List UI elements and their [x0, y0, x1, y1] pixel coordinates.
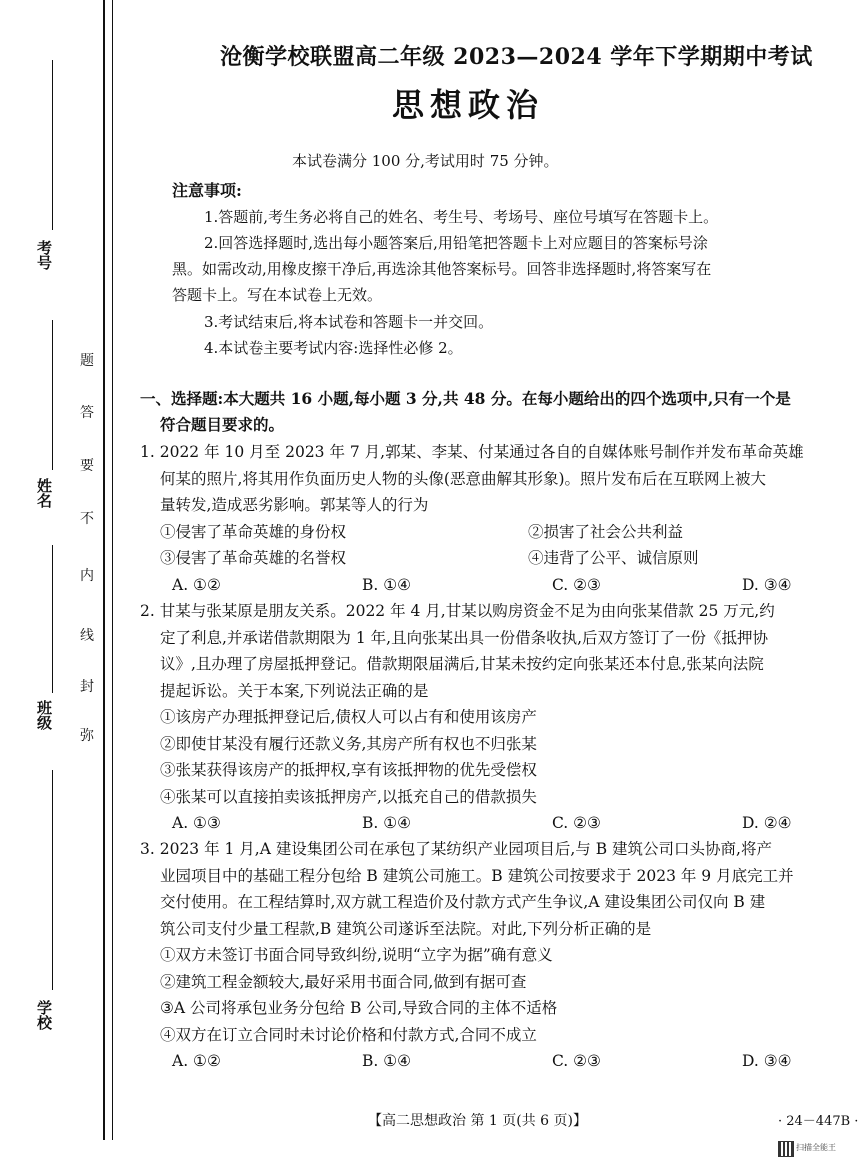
binding-margin — [0, 0, 120, 1161]
section-heading-line: 一、选择题:本大题共 16 小题,每小题 3 分,共 48 分。在每小题给出的四个选项中,只有一个是 — [140, 389, 791, 408]
options-row — [140, 572, 852, 599]
statement: ④违背了公平、诚信原则 — [528, 549, 699, 567]
question-stem-line: 定了利息,并承诺借款期限为 1 年,且向张某出具一份借条收执,后双方签订了一份《抵押协 — [160, 628, 768, 647]
statement-row — [140, 545, 852, 572]
paper-code: · 24－447B · — [778, 1114, 859, 1129]
statement: ②即使甘某没有履行还款义务,其房产所有权也不归张某 — [160, 734, 537, 753]
exam-no-label: 考号 — [35, 240, 53, 270]
option-d[interactable]: D. ②④ — [742, 814, 792, 832]
question-stem-line: 量转发,造成恶劣影响。郭某等人的行为 — [160, 496, 429, 514]
question-stem-line: 1. 2022 年 10 月至 2023 年 7 月,郭某、李某、付某通过各自的自媒体账号制作并发布革命英雄 — [140, 443, 804, 461]
note-line: 3.考试结束后,将本试卷和答题卡一并交回。 — [204, 313, 494, 331]
options-row — [140, 810, 852, 837]
scanner-qr-icon — [778, 1141, 794, 1157]
seal-char: 答 — [80, 405, 94, 421]
statement-row — [140, 519, 852, 546]
note-line: 4.本试卷主要考试内容:选择性必修 2。 — [204, 339, 463, 357]
seal-char: 要 — [80, 458, 94, 474]
seal-char: 线 — [80, 628, 94, 644]
question-1 — [140, 439, 852, 598]
statement: ④张某可以直接拍卖该抵押房产,以抵充自己的借款损失 — [160, 787, 537, 806]
question-stem-line: 3. 2023 年 1 月,A 建设集团公司在承包了某纺织产业园项目后,与 B 建筑公司口头协商,将产 — [140, 840, 772, 858]
option-c[interactable]: C. ②③ — [552, 1052, 601, 1070]
options-row — [140, 1048, 852, 1075]
notes-title: 注意事项: — [172, 181, 242, 200]
binding-line-outer — [103, 0, 105, 1140]
statement: ④双方在订立合同时未讨论价格和付款方式,合同不成立 — [160, 1025, 537, 1044]
section-heading — [140, 386, 850, 438]
question-stem-line: 交付使用。在工程结算时,双方就工程造价及付款方式产生争议,A 建设集团公司仅向 B 建 — [160, 893, 766, 911]
seal-char: 弥 — [80, 728, 94, 744]
question-3 — [140, 836, 852, 1075]
name-line — [52, 320, 53, 470]
statement: ①该房产办理抵押登记后,债权人可以占有和使用该房产 — [160, 708, 537, 726]
seal-char: 内 — [80, 568, 94, 584]
statement: ③张某获得该房产的抵押权,享有该抵押物的优先受偿权 — [160, 761, 537, 779]
option-a[interactable]: A. ①③ — [172, 814, 221, 832]
exam-info: 本试卷满分 100 分,考试用时 75 分钟。 — [292, 152, 559, 170]
seal-char: 题 — [80, 353, 94, 369]
option-b[interactable]: B. ①④ — [362, 1052, 412, 1070]
note-line: 黑。如需改动,用橡皮擦干净后,再选涂其他答案标号。回答非选择题时,将答案写在 — [172, 260, 712, 278]
question-stem-line: 何某的照片,将其用作负面历史人物的头像(恶意曲解其形象)。照片发布后在互联网上被大 — [160, 469, 767, 488]
statement: ②建筑工程金额较大,最好采用书面合同,做到有据可查 — [160, 972, 527, 991]
question-2 — [140, 598, 852, 837]
seal-char: 不 — [80, 511, 94, 527]
exam-no-line — [52, 60, 53, 230]
subject-title: 思想政治 — [392, 86, 545, 124]
statement: ③A 公司将承包业务分包给 B 公司,导致合同的主体不适格 — [160, 999, 558, 1017]
seal-char: 封 — [80, 679, 94, 695]
section-heading-line: 符合题目要求的。 — [160, 415, 285, 434]
class-line — [52, 545, 53, 693]
question-stem-line: 议》,且办理了房屋抵押登记。借款期限届满后,甘某未按约定向张某还本付息,张某向法院 — [160, 655, 764, 673]
page-footer: 【高二思想政治 第 1 页(共 6 页)】 — [368, 1113, 587, 1129]
option-d[interactable]: D. ③④ — [742, 1052, 792, 1070]
question-stem-line: 2. 甘某与张某原是朋友关系。2022 年 4 月,甘某以购房资金不足为由向张某借款 25 万元,约 — [140, 602, 775, 620]
class-label: 班级 — [35, 700, 53, 730]
option-b[interactable]: B. ①④ — [362, 575, 412, 594]
statement: ①双方未签订书面合同导致纠纷,说明“立字为据”确有意义 — [160, 946, 553, 964]
school-label: 学校 — [35, 1000, 53, 1030]
school-line — [52, 770, 53, 990]
note-line: 2.回答选择题时,选出每小题答案后,用铅笔把答题卡上对应题目的答案标号涂 — [204, 234, 708, 252]
option-a[interactable]: A. ①② — [172, 1052, 221, 1070]
statement: ②损害了社会公共利益 — [528, 522, 684, 541]
question-stem-line: 筑公司支付少量工程款,B 建筑公司遂诉至法院。对此,下列分析正确的是 — [160, 919, 652, 938]
exam-title: 沧衡学校联盟高二年级 2023—2024 学年下学期期中考试 — [220, 44, 813, 70]
binding-line-inner — [112, 0, 113, 1140]
note-line: 答题卡上。写在本试卷上无效。 — [172, 286, 383, 304]
option-a[interactable]: A. ①② — [172, 575, 221, 594]
statement: ③侵害了革命英雄的名誉权 — [160, 549, 347, 567]
scanner-watermark: 扫描全能王 — [796, 1143, 836, 1152]
question-stem-line: 提起诉讼。关于本案,下列说法正确的是 — [160, 681, 429, 700]
question-stem-line: 业园项目中的基础工程分包给 B 建筑公司施工。B 建筑公司按要求于 2023 年 9 月底完工并 — [160, 866, 794, 885]
name-label: 姓名 — [35, 478, 53, 508]
option-c[interactable]: C. ②③ — [552, 575, 601, 594]
option-c[interactable]: C. ②③ — [552, 814, 601, 832]
note-line: 1.答题前,考生务必将自己的姓名、考生号、考场号、座位号填写在答题卡上。 — [204, 208, 719, 226]
option-b[interactable]: B. ①④ — [362, 814, 412, 832]
statement: ①侵害了革命英雄的身份权 — [160, 522, 347, 541]
option-d[interactable]: D. ③④ — [742, 575, 792, 594]
